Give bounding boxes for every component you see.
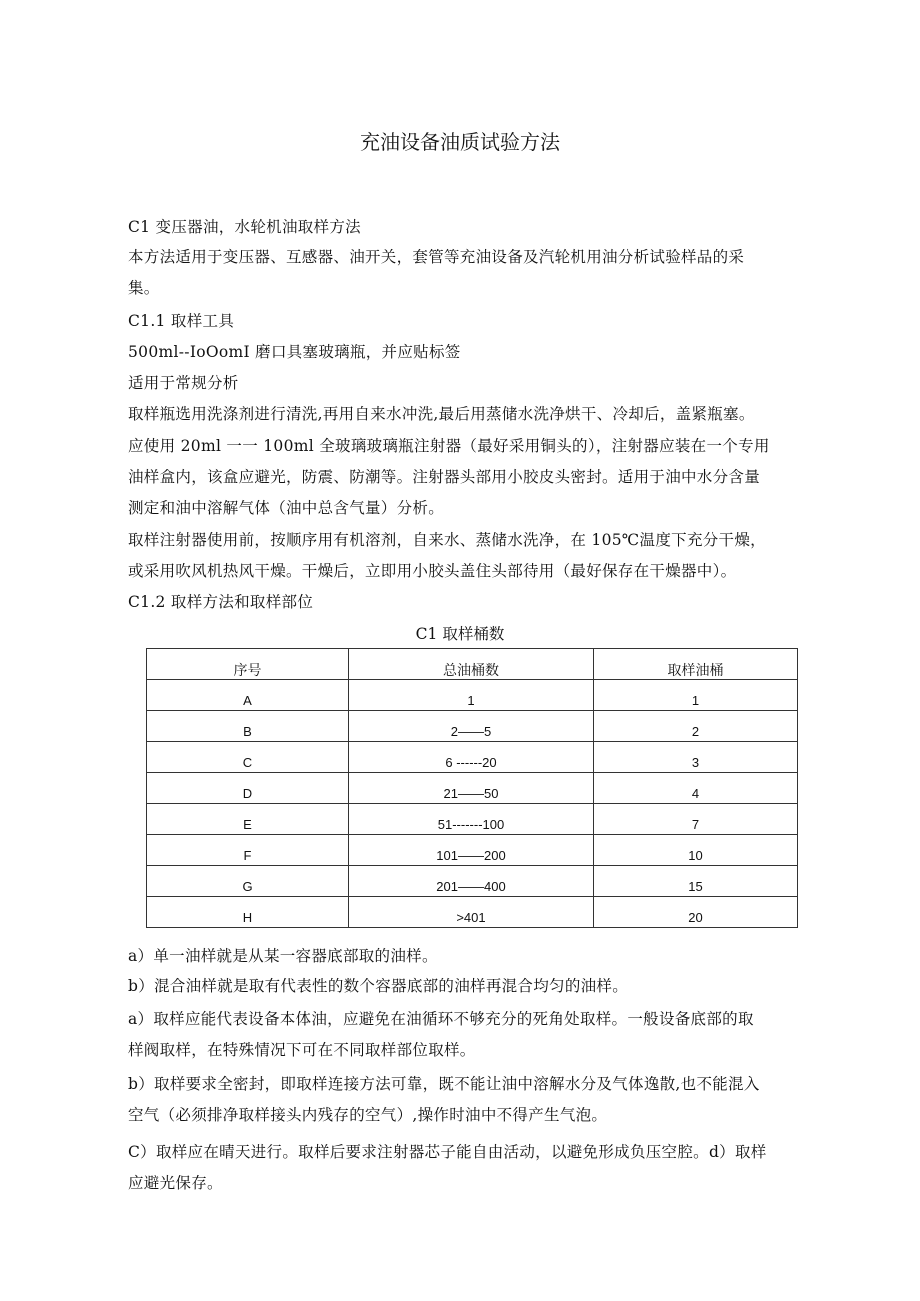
table-cell: 51-------100 — [349, 804, 594, 835]
table-row — [147, 680, 798, 711]
paragraph-line: b）取样要求全密封，即取样连接方法可靠，既不能让油中溶解水分及气体逸散,也不能混入 — [128, 1075, 760, 1093]
table-cell: 15 — [594, 866, 798, 897]
table-cell: 20 — [594, 897, 798, 928]
table-cell: 21——50 — [349, 773, 594, 804]
table-cell: F — [147, 835, 349, 866]
paragraph-line: 测定和油中溶解气体（油中总含气量）分析。 — [128, 499, 445, 517]
table-caption: C1 取样桶数 — [415, 625, 505, 643]
paragraph-line: 应避光保存。 — [128, 1174, 223, 1192]
table-cell: 6 ------20 — [349, 742, 594, 773]
table-cell: E — [147, 804, 349, 835]
table-row — [147, 835, 798, 866]
paragraph-line: 集。 — [128, 279, 160, 297]
paragraph-line: 或采用吹风机热风干燥。干燥后，立即用小胶头盖住头部待用（最好保存在干燥器中）。 — [128, 562, 737, 580]
table-cell: 201——400 — [349, 866, 594, 897]
paragraph-line: 油样盒内，该盒应避光，防震、防潮等。注射器头部用小胶皮头密封。适用于油中水分含量 — [128, 468, 761, 486]
table-cell: D — [147, 773, 349, 804]
table-header-row — [147, 649, 798, 680]
paragraph-line: 取样注射器使用前，按顺序用有机溶剂，自来水、蒸储水洗净，在 105℃温度下充分干燥， — [128, 531, 766, 549]
table-cell: 101——200 — [349, 835, 594, 866]
section-heading: C1.1 取样工具 — [128, 312, 235, 330]
table-row — [147, 897, 798, 928]
paragraph-line: 取样瓶选用洗涤剂进行清洗,再用自来水冲洗,最后用蒸储水洗净烘干、冷却后，盖紧瓶塞。 — [128, 405, 755, 423]
table-cell: G — [147, 866, 349, 897]
table-cell: 2 — [594, 711, 798, 742]
column-header: 序号 — [147, 649, 349, 680]
paragraph-line: 空气（必须排净取样接头内残存的空气）,操作时油中不得产生气泡。 — [128, 1106, 608, 1124]
paragraph-line: 适用于常规分析 — [128, 374, 239, 392]
table-cell: >401 — [349, 897, 594, 928]
table-cell: 7 — [594, 804, 798, 835]
paragraph-line: b）混合油样就是取有代表性的数个容器底部的油样再混合均匀的油样。 — [128, 977, 629, 995]
table-row — [147, 773, 798, 804]
paragraph-line: 应使用 20ml 一一 100ml 全玻璃玻璃瓶注射器（最好采用铜头的），注射器应装在一个专用 — [128, 437, 770, 455]
table-cell: B — [147, 711, 349, 742]
paragraph-line: C）取样应在晴天进行。取样后要求注射器芯子能自由活动，以避免形成负压空腔。d）取样 — [128, 1143, 767, 1161]
column-header: 取样油桶 — [594, 649, 798, 680]
paragraph-line: 500ml--IoOomI 磨口具塞玻璃瓶，并应贴标签 — [128, 343, 461, 361]
table-cell: 2——5 — [349, 711, 594, 742]
table-row — [147, 804, 798, 835]
table-row — [147, 711, 798, 742]
table-row — [147, 742, 798, 773]
section-heading: C1.2 取样方法和取样部位 — [128, 593, 314, 611]
table-cell: 3 — [594, 742, 798, 773]
paragraph-line: a）取样应能代表设备本体油，应避免在油循环不够充分的死角处取样。一般设备底部的取 — [128, 1010, 754, 1028]
column-header: 总油桶数 — [349, 649, 594, 680]
paragraph-line: a）单一油样就是从某一容器底部取的油样。 — [128, 947, 438, 965]
paragraph-line: 样阀取样，在特殊情况下可在不同取样部位取样。 — [128, 1041, 476, 1059]
document-title: 充油设备油质试验方法 — [360, 130, 560, 154]
table-cell: C — [147, 742, 349, 773]
table-cell: 10 — [594, 835, 798, 866]
section-heading: C1 变压器油，水轮机油取样方法 — [128, 218, 361, 236]
table-cell: 1 — [594, 680, 798, 711]
table-cell: 1 — [349, 680, 594, 711]
paragraph-line: 本方法适用于变压器、互感器、油开关，套管等充油设备及汽轮机用油分析试验样品的采 — [128, 248, 745, 266]
table-cell: 4 — [594, 773, 798, 804]
table-cell: A — [147, 680, 349, 711]
table-row — [147, 866, 798, 897]
table-cell: H — [147, 897, 349, 928]
sampling-table — [146, 648, 798, 928]
